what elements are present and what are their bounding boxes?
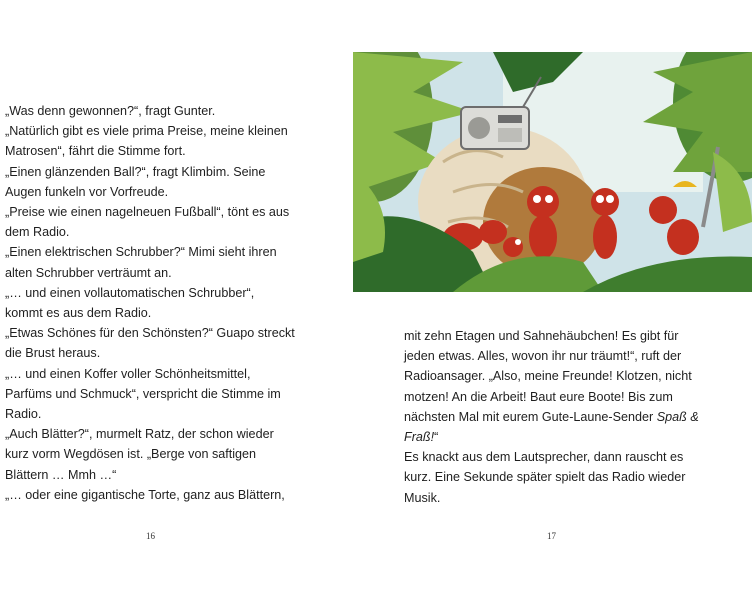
text-line: Musik. [404, 490, 441, 505]
text-line: „Was denn gewonnen?“, fragt Gunter. [5, 104, 216, 118]
text-line: „Auch Blätter?“, murmelt Ratz, der schon wieder [5, 427, 274, 442]
page-number-left: 16 [146, 531, 155, 541]
text-line: motzen! An die Arbeit! Baut eure Boote! Bis zum [404, 389, 673, 404]
text-line: kommt es aus dem Radio. [5, 306, 152, 321]
text-line: dem Radio. [5, 225, 70, 240]
text-line: „Etwas Schönes für den Schönsten?“ Guapo streckt [5, 326, 295, 341]
text-line: „Einen glänzenden Ball?“, fragt Klimbim. Seine [5, 164, 266, 179]
station-name-italic: Spaß & [656, 409, 699, 424]
left-page-text [5, 101, 365, 505]
text-line: Blättern … Mmh …“ [5, 467, 117, 482]
text-line: „… und einen Koffer voller Schönheitsmittel, [5, 366, 251, 381]
text-line: Matrosen“, fährt die Stimme fort. [5, 144, 186, 159]
closing-quote: “ [434, 430, 439, 445]
text-line: die Brust heraus. [5, 346, 101, 361]
station-name-italic: Fraß! [404, 430, 435, 445]
text-line [404, 407, 744, 427]
text-line: kurz vorm Wegdösen ist. „Berge von saftigen [5, 447, 257, 462]
text-line: „… und einen vollautomatischen Schrubber“, [5, 285, 255, 300]
text-line: alten Schrubber verträumt an. [5, 265, 172, 280]
text-line: Radioansager. „Also, meine Freunde! Klotzen, nicht [404, 369, 692, 384]
right-page [376, 0, 752, 601]
text-line: Radio. [5, 407, 42, 422]
text-line: „Natürlich gibt es viele prima Preise, meine kleinen [5, 124, 288, 139]
text-line: Augen funkeln vor Vorfreude. [5, 184, 169, 199]
page-number-right: 17 [547, 531, 556, 541]
text-line: kurz. Eine Sekunde später spielt das Radio wieder [404, 470, 686, 485]
ants-listening-to-radio-illustration [353, 52, 752, 292]
text-line [404, 427, 744, 447]
text-segment: nächsten Mal mit eurem Gute-Laune-Sender [404, 409, 654, 424]
right-page-text [404, 326, 744, 508]
text-line: „… oder eine gigantische Torte, ganz aus Blättern, [5, 487, 285, 502]
text-line: „Preise wie einen nagelneuen Fußball“, tönt es aus [5, 205, 290, 220]
text-line: „Einen elektrischen Schrubber?“ Mimi sieht ihren [5, 245, 277, 260]
text-line: Parfüms und Schmuck“, verspricht die Stimme im [5, 386, 281, 401]
text-line: Es knackt aus dem Lautsprecher, dann rauscht es [404, 450, 684, 465]
text-line: mit zehn Etagen und Sahnehäubchen! Es gibt für [404, 329, 679, 343]
text-line: jeden etwas. Alles, wovon ihr nur träumt!“, ruft der [404, 349, 682, 364]
